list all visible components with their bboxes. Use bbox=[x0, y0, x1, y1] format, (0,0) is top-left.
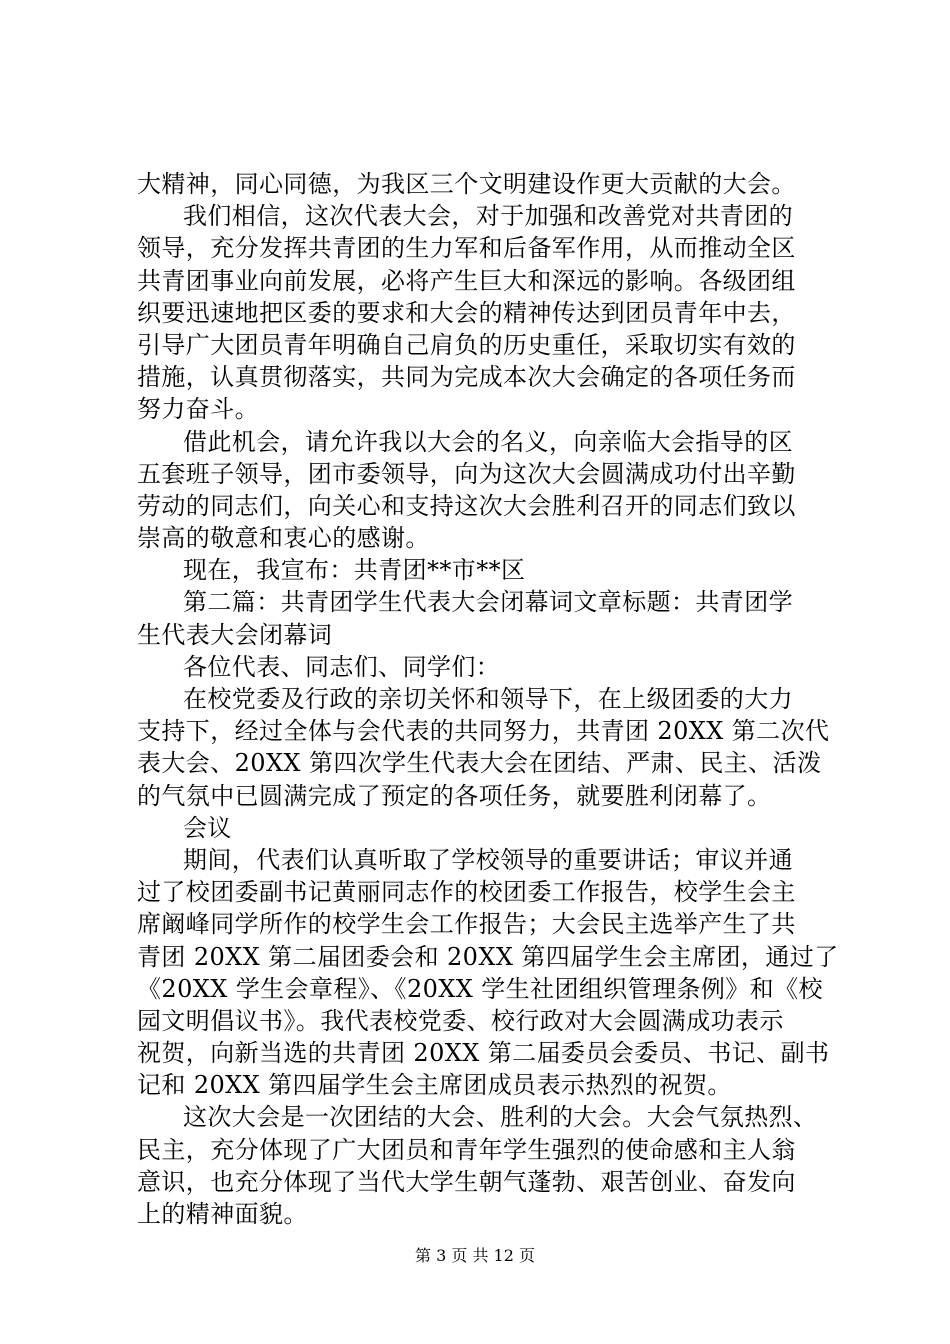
text-line: 大精神，同心同德，为我区三个文明建设作更大贡献的大会。 bbox=[137, 170, 796, 198]
text-line: 我们相信，这次代表大会，对于加强和改善党对共青团的 bbox=[183, 202, 793, 231]
text-line: 的气氛中已圆满完成了预定的各项任务，就要胜利闭幕了。 bbox=[137, 781, 772, 810]
text-line: 引导广大团员青年明确自己肩负的历史重任，采取切实有效的 bbox=[137, 330, 796, 359]
text-line: 措施，认真贯彻落实，共同为完成本次大会确定的各项任务而 bbox=[137, 363, 796, 392]
text-line: 崇高的敬意和衷心的感谢。 bbox=[137, 524, 430, 553]
page-footer: 第 3 页 共 12 页 bbox=[415, 1246, 535, 1265]
text-line: 借此机会，请允许我以大会的名义，向亲临大会指导的区 bbox=[183, 427, 793, 456]
text-line: 现在，我宣布：共青团**市**区 bbox=[183, 556, 526, 585]
text-line: 意识，也充分体现了当代大学生朝气蓬勃、艰苦创业、奋发向 bbox=[137, 1167, 796, 1196]
text-line: 祝贺，向新当选的共青团 20XX 第二届委员会委员、书记、副书 bbox=[137, 1039, 830, 1068]
text-line: 园文明倡议书》。我代表校党委、校行政对大会圆满成功表示 bbox=[137, 1006, 784, 1035]
text-line: 各位代表、同志们、同学们： bbox=[183, 652, 501, 681]
text-line: 生代表大会闭幕词 bbox=[137, 620, 333, 649]
text-line: 青团 20XX 第二届团委会和 20XX 第四届学生会主席团，通过了 bbox=[137, 942, 839, 971]
document-body bbox=[137, 168, 837, 1230]
text-line: 这次大会是一次团结的大会、胜利的大会。大会气氛热烈、 bbox=[183, 1103, 818, 1132]
text-line: 《20XX 学生会章程》、《20XX 学生社团组织管理条例》和《校 bbox=[137, 974, 823, 1003]
text-line: 期间，代表们认真听取了学校领导的重要讲话；审议并通 bbox=[183, 845, 793, 874]
text-line: 上的精神面貌。 bbox=[137, 1200, 308, 1228]
text-line: 织要迅速地把区委的要求和大会的精神传达到团员青年中去， bbox=[137, 298, 796, 327]
text-line: 表大会、20XX 第四次学生代表大会在团结、严肃、民主、活泼 bbox=[137, 749, 822, 778]
text-line: 五套班子领导，团市委领导，向为这次大会圆满成功付出辛勤 bbox=[137, 459, 796, 488]
text-line: 席阚峰同学所作的校学生会工作报告；大会民主选举产生了共 bbox=[137, 910, 796, 939]
text-line: 支持下，经过全体与会代表的共同努力，共青团 20XX 第二次代 bbox=[137, 717, 830, 746]
text-line: 记和 20XX 第四届学生会主席团成员表示热烈的祝贺。 bbox=[137, 1071, 732, 1100]
text-line: 领导，充分发挥共青团的生力军和后备军作用，从而推动全区 bbox=[137, 234, 796, 263]
text-line: 共青团事业向前发展，必将产生巨大和深远的影响。各级团组 bbox=[137, 266, 796, 295]
text-line: 过了校团委副书记黄丽同志作的校团委工作报告，校学生会主 bbox=[137, 878, 796, 907]
text-line: 努力奋斗。 bbox=[137, 395, 259, 424]
text-line: 在校党委及行政的亲切关怀和领导下，在上级团委的大力 bbox=[183, 685, 793, 713]
text-line: 劳动的同志们，向关心和支持这次大会胜利召开的同志们致以 bbox=[137, 491, 796, 520]
text-line: 民主，充分体现了广大团员和青年学生强烈的使命感和主人翁 bbox=[137, 1135, 796, 1164]
text-line: 第二篇：共青团学生代表大会闭幕词文章标题：共青团学 bbox=[183, 588, 793, 617]
text-line: 会议 bbox=[183, 813, 232, 842]
